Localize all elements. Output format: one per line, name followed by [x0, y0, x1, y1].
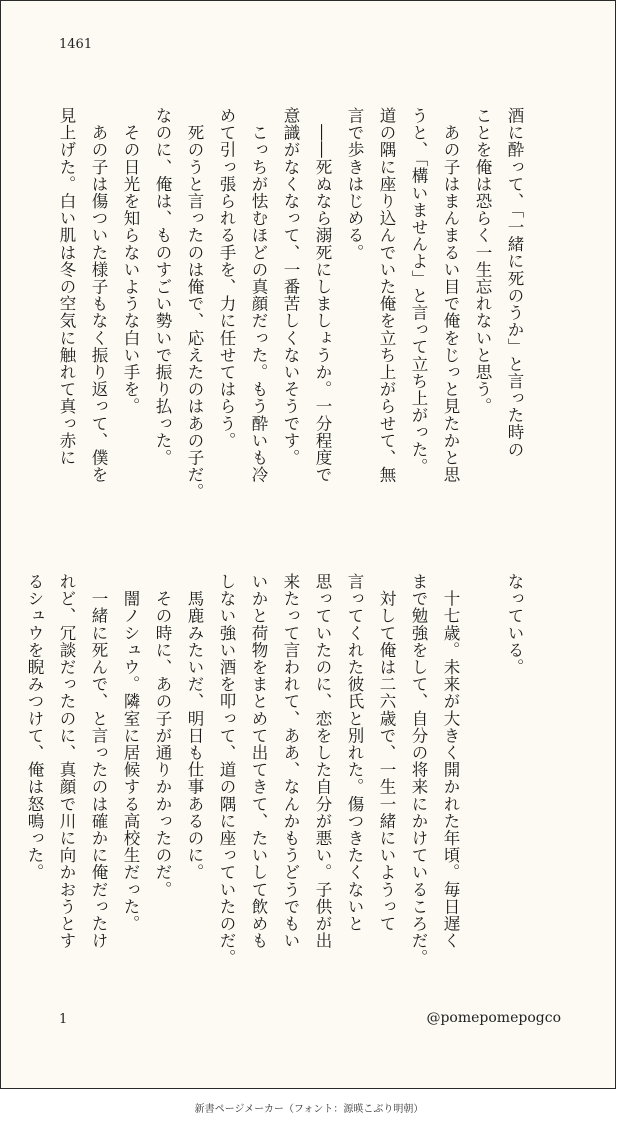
- text-line: しない強い酒を叩って、道の隅に座っていたのだ。: [217, 573, 236, 967]
- text-line: [466, 573, 498, 993]
- text-line: 十七歳。未来が大きく開かれた年頃。毎日遅く: [441, 573, 460, 950]
- text-line: 言ってくれた彼氏と別れた。傷つきたくないと: [345, 573, 364, 933]
- author-handle: @pomepomepogco: [426, 1010, 561, 1026]
- text-line: ――死ぬなら溺死にしましょうか。一分程度で: [313, 107, 332, 484]
- text-line: 意識がなくなって、一番苦しくないそうです。: [281, 107, 300, 467]
- text-line: その時に、あの子が通りかかったのだ。: [153, 573, 172, 898]
- text-line: まで勉強をして、自分の将来にかけているころだ。: [409, 573, 428, 967]
- footer-caption: 新書ページメーカー（フォント：源暎こぶり明朝）: [194, 1104, 424, 1115]
- text-line: なっている。: [505, 573, 524, 676]
- page-number-top: 1461: [59, 37, 93, 52]
- text-line: こっちが怯むほどの真顔だった。もう酔いも冷: [249, 107, 268, 484]
- text-line: 思っていたのに、恋をした自分が悪い。子供が出: [313, 573, 332, 950]
- text-line: あの子はまんまるい目で俺をじっと見たかと思: [441, 107, 460, 484]
- text-line: 言で歩きはじめる。: [345, 107, 364, 261]
- text-line: 馬鹿みたいだ、明日も仕事あるのに。: [185, 573, 204, 881]
- text-line: 死のうと言ったのは俺で、応えたのはあの子だ。: [185, 107, 204, 501]
- text-line: 道の隅に座り込んでいた俺を立ち上がらせて、無: [377, 107, 396, 484]
- text-line: 酒に酔って、「一緒に死のうか」と言った時の: [505, 107, 524, 458]
- text-line: うと、「構いませんよ」と言って立ち上がった。: [409, 107, 428, 475]
- text-line: ことを俺は恐らく一生忘れないと思う。: [473, 107, 492, 415]
- text-line: なのに、俺は、ものすごい勢いで振り払った。: [153, 107, 172, 467]
- text-line: 見上げた。白い肌は冬の空気に触れて真っ赤に: [57, 107, 76, 467]
- text-line: 来たって言われて、ああ、なんかもうどうでもい: [281, 573, 300, 950]
- page-number-bottom: 1: [59, 1012, 68, 1027]
- text-line: れど、冗談だったのに、真顔で川に向かおうとす: [57, 573, 76, 950]
- text-block-top: [50, 107, 530, 527]
- text-line: あの子は傷ついた様子もなく振り返って、僕を: [89, 107, 108, 484]
- text-line: 一緒に死んで、と言ったのは確かに俺だったけ: [89, 573, 108, 950]
- text-line: 対して俺は二六歳で、一生一緒にいようって: [377, 573, 396, 933]
- text-line: いかと荷物をまとめて出てきて、たいして飲めも: [249, 573, 268, 950]
- text-line: 闇ノシュウ。隣室に居候する高校生だった。: [121, 573, 140, 933]
- text-line: その日光を知らないような白い手を。: [121, 107, 140, 415]
- text-line: めて引っ張られる手を、力に任せてはらう。: [217, 107, 236, 449]
- text-line: るシュウを睨みつけて、俺は怒鳴った。: [25, 573, 44, 881]
- text-block-bottom: [25, 573, 530, 993]
